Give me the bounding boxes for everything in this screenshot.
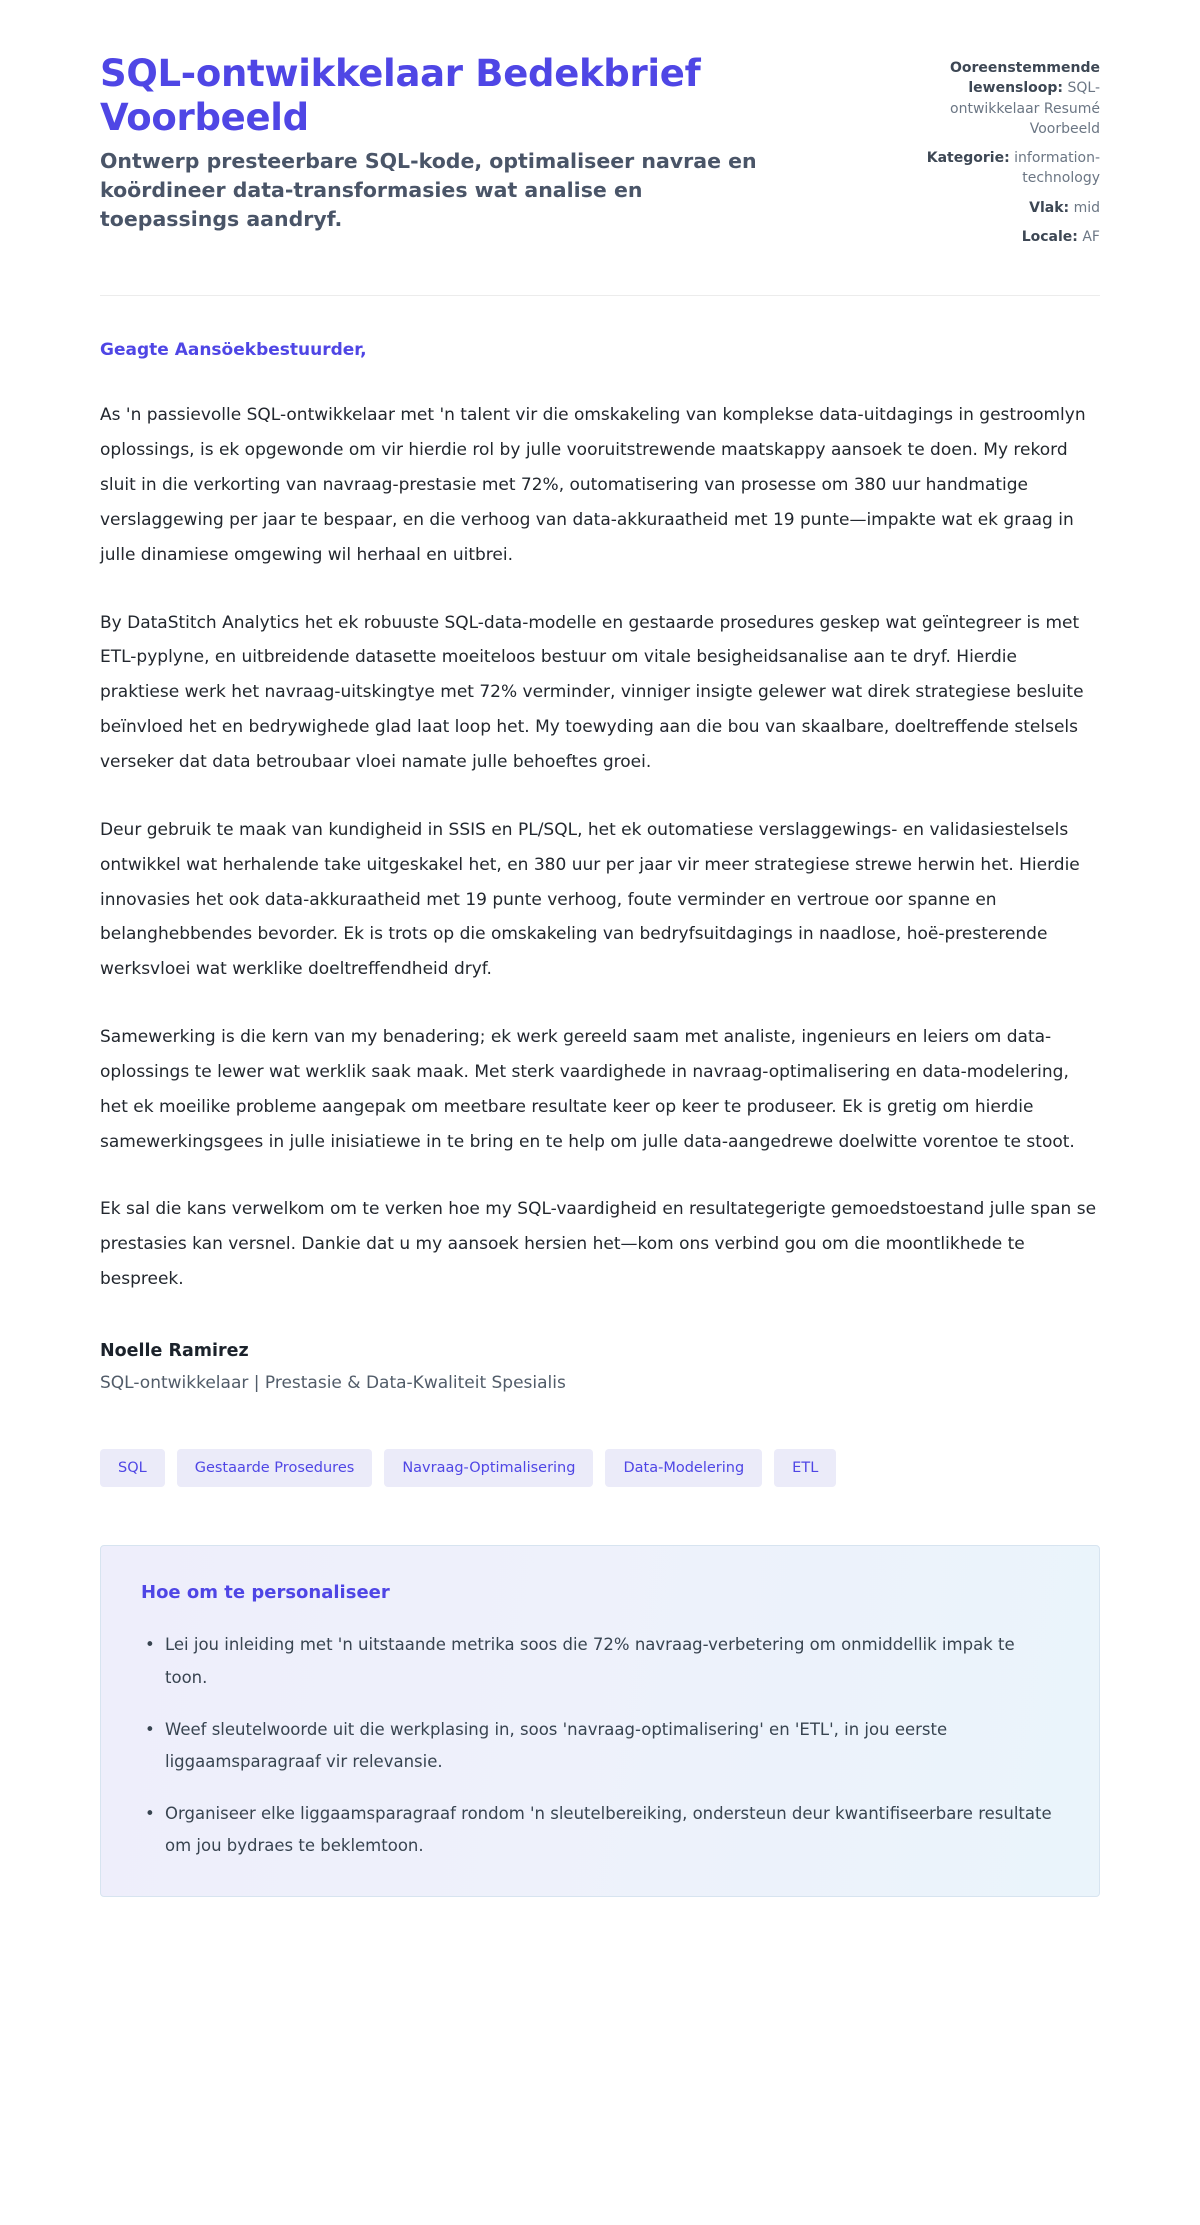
page-header	[100, 0, 1100, 247]
skill-tag-sql[interactable]: SQL	[100, 1449, 165, 1488]
metadata-row-matching-resume	[900, 58, 1100, 139]
bullet-icon: •	[145, 1804, 155, 1824]
callout-tip-text: Organiseer elke liggaamsparagraaf rondom 'n sleutelbereiking, ondersteun deur kwantifiseerbare resultate om jou bydraes te beklemtoon.	[165, 1804, 1052, 1856]
letter-body	[100, 296, 1100, 1393]
metadata-row-locale	[900, 227, 1100, 247]
callout-tip-item	[141, 1629, 1059, 1693]
metadata-label: Locale:	[1021, 229, 1078, 246]
header-text-block	[100, 52, 780, 234]
letter-paragraph-1: As 'n passievolle SQL-ontwikkelaar met 'n talent vir die omskakeling van komplekse data-uitdagings in gestroomlyn oplossings, is ek opgewonde om vir hierdie rol by julle vooruitstrewende maatskappy aansoek te doen. My rekord sluit in die verkorting van navraag-prestasie met 72%, outomatisering van prosesse om 380 uur handmatige verslaggewing per jaar te bespaar, en die verhoog van data-akkuraatheid met 19 punte—impakte wat ek graag in julle dinamiese omgewing wil herhaal en uitbrei.	[100, 405, 1086, 565]
callout-tip-item	[141, 1714, 1059, 1778]
callout-tip-text: Lei jou inleiding met 'n uitstaande metrika soos die 72% navraag-verbetering om onmiddellik impak te toon.	[165, 1635, 1015, 1687]
callout-tip-text: Weef sleutelwoorde uit die werkplasing in, soos 'navraag-optimalisering' en 'ETL', in jou eerste liggaamsparagraaf vir relevansie.	[165, 1719, 948, 1771]
letter-paragraph-2: By DataStitch Analytics het ek robuuste SQL-data-modelle en gestaarde prosedures geskep wat geïntegreer is met ETL-pyplyne, en uitbreidende datasette moeiteloos bestuur om vitale besigheidsanalise aan te dryf. Hierdie praktiese werk het navraag-uitskingtye met 72% verminder, vinniger insigte gelewer wat direk strategiese besluite beïnvloed het en bedrywighede glad laat loop het. My toewyding aan die bou van skaalbare, doeltreffende stelsels verseker dat data betroubaar vloei namate julle behoeftes groei.	[100, 612, 1084, 772]
letter-paragraph-3: Deur gebruik te maak van kundigheid in SSIS en PL/SQL, het ek outomatiese verslaggewings- en validasiestelsels ontwikkel wat herhalende take uitgeskakel het, en 380 uur per jaar vir meer strategiese strewe herwin het. Hierdie innovasies het ook data-akkuraatheid met 19 punte verhoog, foute verminder en vertroue oor spanne en belanghebbendes bevorder. Ek is trots op die omskakeling van bedryfsuitdagings in naadlose, hoë-presterende werksvloei wat werklike doeltreffendheid dryf.	[100, 819, 1080, 980]
skill-tag-query-optimization[interactable]: Navraag-Optimalisering	[384, 1449, 593, 1488]
callout-title: Hoe om te personaliseer	[141, 1582, 390, 1604]
metadata-value: information-technology	[1014, 150, 1100, 187]
skill-tag-list	[100, 1449, 1100, 1488]
metadata-label: Vlak:	[1029, 199, 1070, 216]
personalization-callout	[100, 1545, 1100, 1897]
document-metadata	[900, 52, 1100, 247]
salutation: Geagte Aansöekbestuurder,	[100, 340, 367, 361]
signature-role: SQL-ontwikkelaar | Prestasie & Data-Kwaliteit Spesialis	[100, 1372, 566, 1393]
bullet-icon: •	[145, 1635, 155, 1655]
page-title: SQL-ontwikkelaar Bedekbrief Voorbeeld	[100, 52, 701, 140]
metadata-row-category	[900, 148, 1100, 189]
page-subtitle: Ontwerp presteerbare SQL-kode, optimaliseer navrae en koördineer data-transformasies wat analise en toepassings aandryf.	[100, 148, 757, 231]
skill-tag-etl[interactable]: ETL	[774, 1449, 836, 1488]
skill-tag-data-modeling[interactable]: Data-Modelering	[605, 1449, 762, 1488]
metadata-value: AF	[1082, 229, 1100, 246]
metadata-row-level	[900, 198, 1100, 218]
metadata-label: Ooreenstemmende lewensloop:	[949, 60, 1100, 97]
metadata-value: mid	[1073, 199, 1100, 216]
metadata-value: SQL-ontwikkelaar Resumé Voorbeeld	[950, 80, 1100, 137]
signature-block	[100, 1341, 1100, 1393]
callout-tip-list	[141, 1629, 1059, 1862]
letter-paragraph-4: Samewerking is die kern van my benadering; ek werk gereeld saam met analiste, ingenieurs en leiers om data-oplossings te lewer wat werklik saak maak. Met sterk vaardighede in navraag-optimalisering en data-modelering, het ek moeilike probleme aangepak om meetbare resultate keer op keer te produseer. Ek is gretig om hierdie samewerkingsgees in julle inisiatiewe in te bring en te help om julle data-aangedrewe doelwitte vorentoe te stoot.	[100, 1027, 1075, 1152]
bullet-icon: •	[145, 1719, 155, 1739]
callout-tip-item	[141, 1798, 1059, 1862]
metadata-label: Kategorie:	[926, 150, 1010, 167]
signature-name: Noelle Ramirez	[100, 1340, 249, 1361]
letter-paragraph-5: Ek sal die kans verwelkom om te verken hoe my SQL-vaardigheid en resultategerigte gemoedstoestand julle span se prestasies kan versnel. Dankie dat u my aansoek hersien het—kom ons verbind gou om die moontlikhede te bespreek.	[100, 1199, 1097, 1290]
skill-tag-stored-procedures[interactable]: Gestaarde Prosedures	[177, 1449, 373, 1488]
